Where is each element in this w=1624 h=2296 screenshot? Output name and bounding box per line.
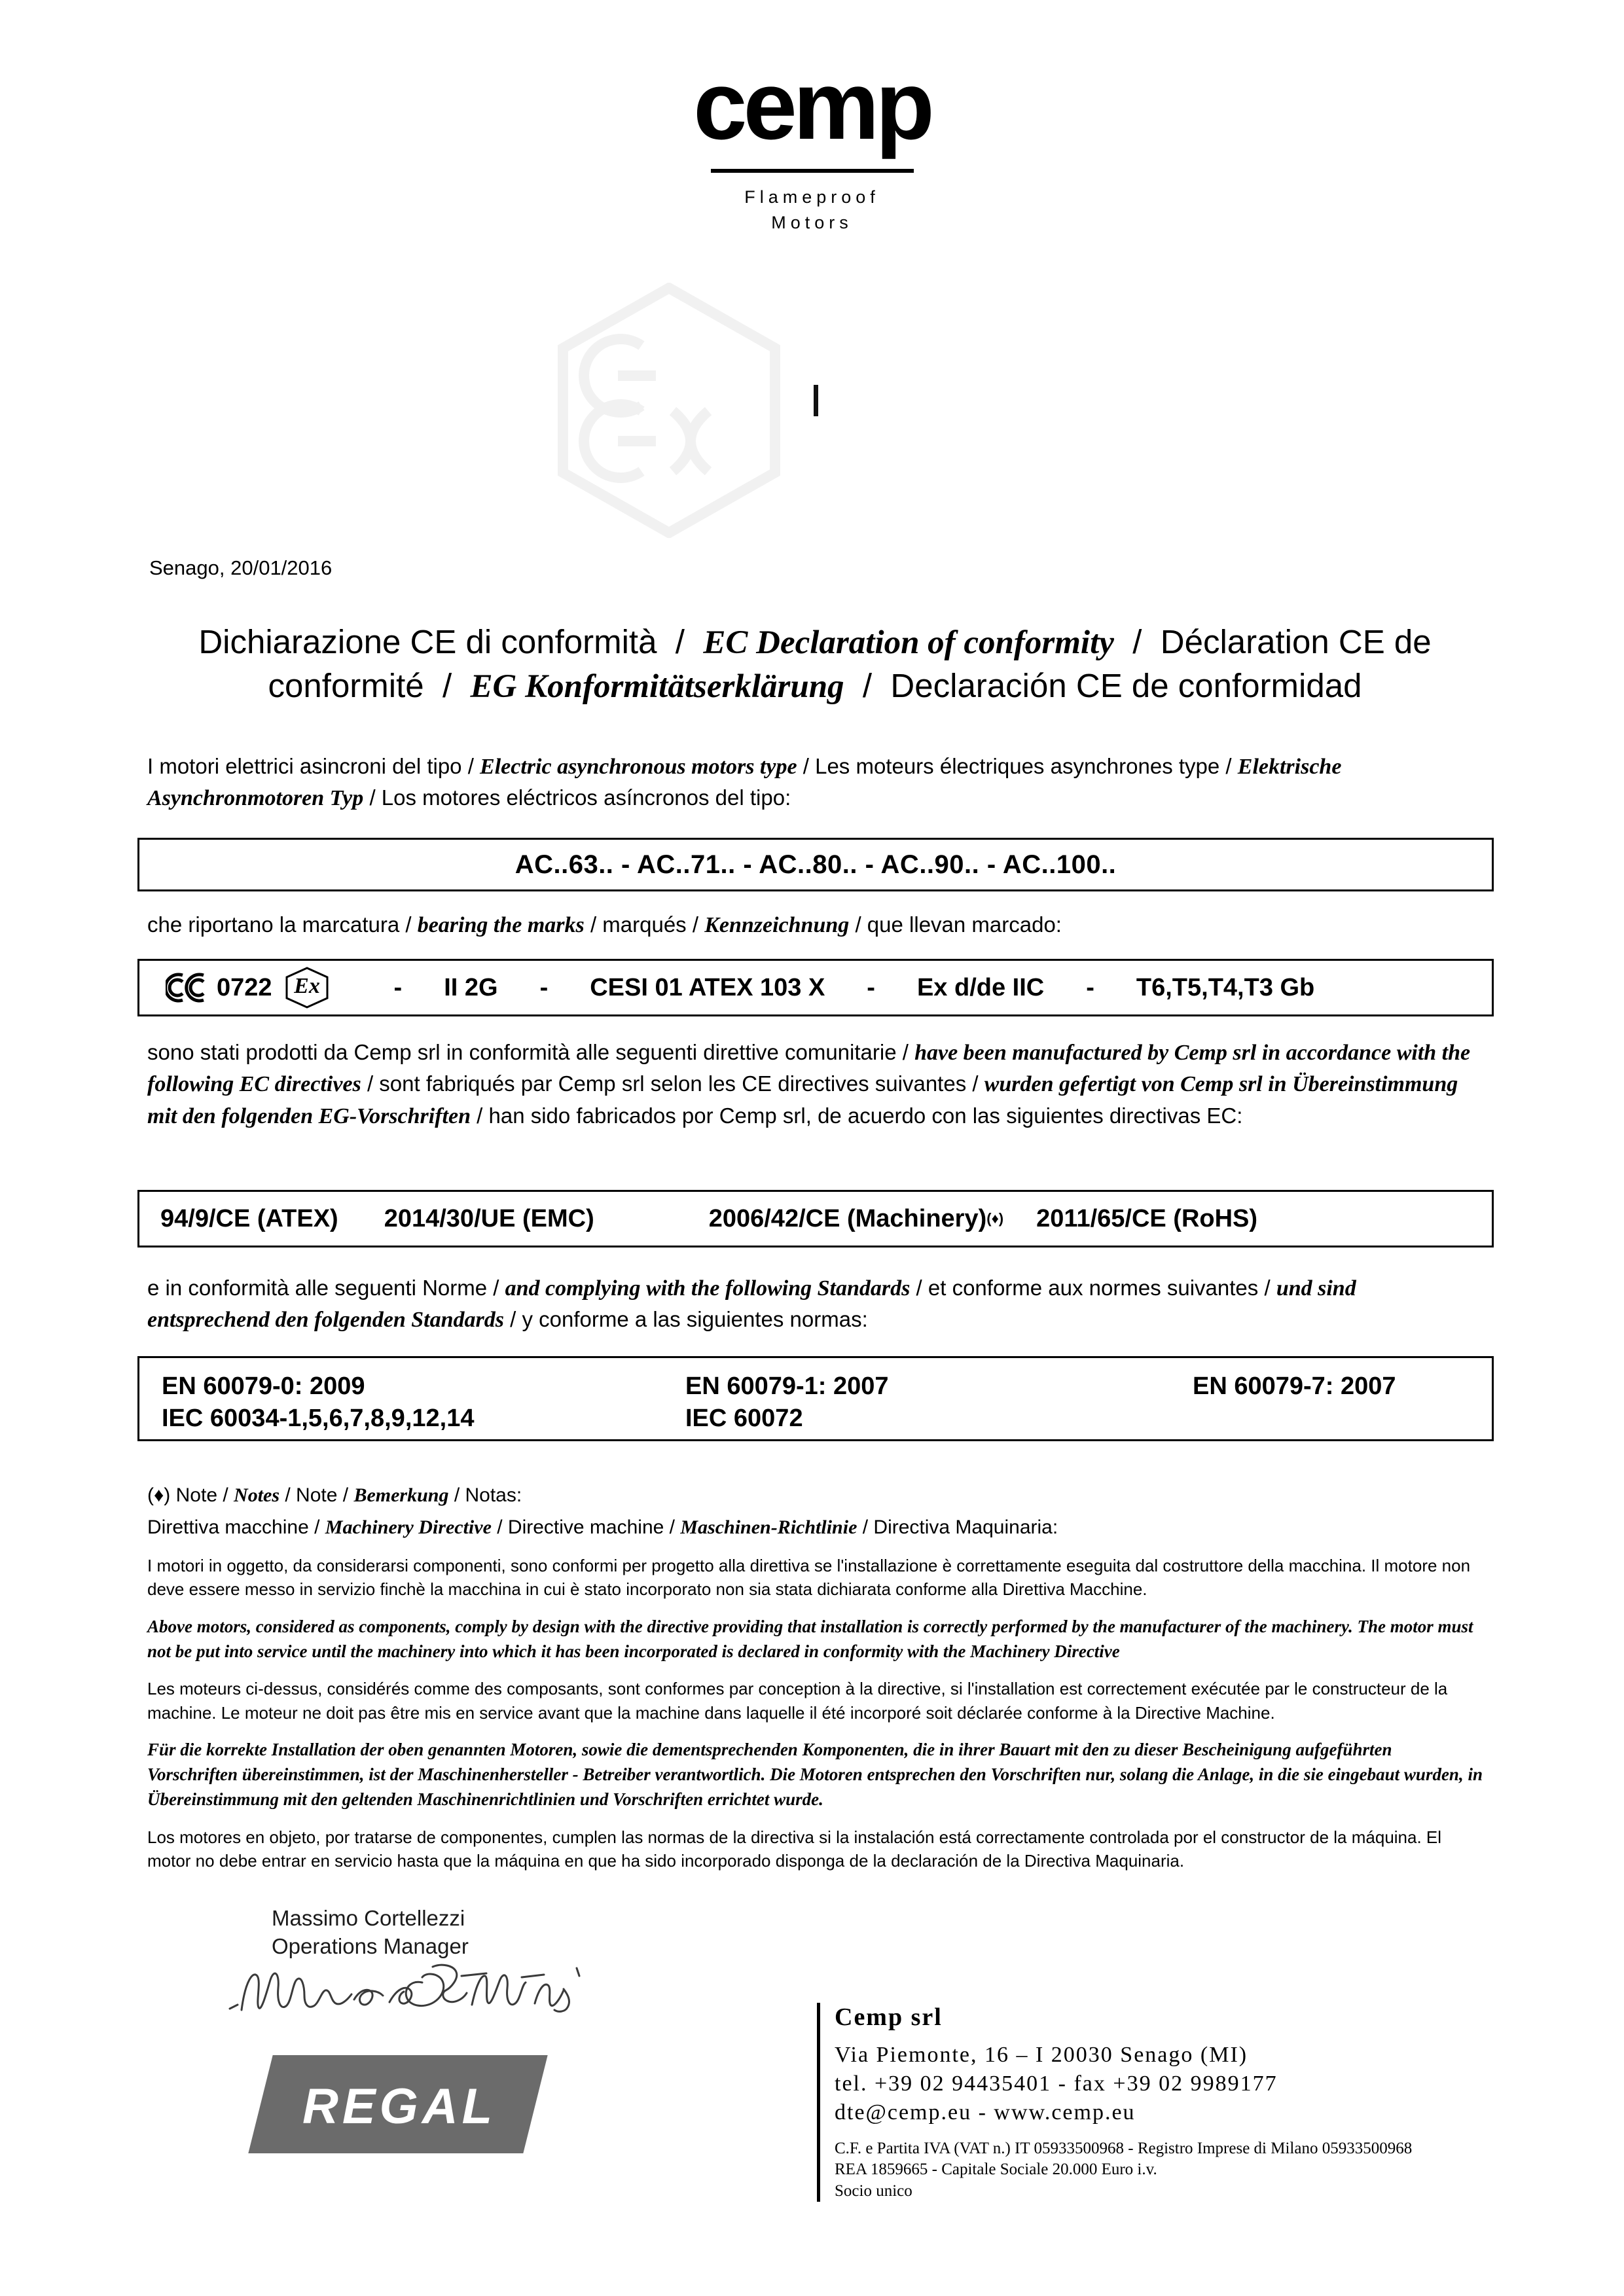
- directive-emc: 2014/30/UE (EMC): [384, 1204, 594, 1232]
- title-es: Declaración CE de conformidad: [890, 667, 1362, 705]
- equipment-group: II 2G: [444, 973, 498, 1001]
- intro-types-fr: Les moteurs électriques asynchrones type: [815, 754, 1220, 778]
- intro-types-it: I motori elettrici asincroni del tipo: [147, 754, 462, 778]
- handwritten-signature-icon: [226, 1954, 592, 2026]
- marking-box: [137, 959, 1494, 1016]
- brand-tagline-line2: Motors: [771, 213, 853, 233]
- intro-types-de: Elektrische Asynchronmotoren Typ: [147, 755, 1342, 811]
- ce-mark-icon: [166, 973, 206, 1003]
- title-en: EC Declaration of conformity: [703, 624, 1114, 661]
- marking-dash-3: -: [867, 973, 875, 1001]
- company-vat-line: C.F. e Partita IVA (VAT n.) IT 05933500968 - Registro Imprese di Milano 05933500968: [835, 2139, 1413, 2157]
- vertical-rule-mark: [814, 385, 818, 416]
- intro-standards-es: y conforme a las siguientes normas:: [522, 1307, 868, 1332]
- title-it: Dichiarazione CE di conformità: [198, 623, 657, 660]
- brand-tagline-line1: Flameproof: [744, 187, 880, 207]
- notes-head-it: Note: [175, 1484, 218, 1506]
- directive-machinery: 2006/42/CE (Machinery): [708, 1204, 987, 1232]
- intro-marks-fr: marqués: [602, 912, 687, 937]
- notes-marker: (♦): [147, 1484, 171, 1506]
- signature-block: [272, 1905, 469, 1961]
- intro-directives-de: wurden gefertigt von Cemp srl in Übereinstimmung mit den folgenden EG-Vorschriften: [147, 1072, 1458, 1128]
- marking-dash-4: -: [1086, 973, 1094, 1001]
- intro-marks-de: Kennzeichnung: [704, 913, 850, 937]
- company-email-website: dte@cemp.eu - www.cemp.eu: [835, 2100, 1136, 2125]
- company-sole-shareholder: Socio unico: [835, 2181, 912, 2200]
- notes-subhead-fr: Directive machine: [507, 1516, 664, 1538]
- marking-dash-2: -: [539, 973, 549, 1001]
- standard-iec-60072: IEC 60072: [685, 1405, 803, 1432]
- notified-body-number: 0722: [217, 973, 272, 1001]
- atex-ex-hexagon-watermark-icon: [558, 283, 780, 538]
- intro-marks-en: bearing the marks: [417, 913, 585, 937]
- directive-rohs: 2011/65/CE (RoHS): [1036, 1204, 1258, 1232]
- signatory-name: Massimo Cortellezzi: [272, 1906, 465, 1930]
- company-rea-line: REA 1859665 - Capitale Sociale 20.000 Euro i.v.: [835, 2161, 1157, 2179]
- note-paragraph-es: Los motores en objeto, por tratarse de componentes, cumplen las normas de la directiva si la instalación está correctamente controlada por el constructor de la máquina. El motor no debe entrar en servicio hasta que la máquina en que ha sido incorporado disponga de la declaración de la Directiva Maquinaria.: [147, 1827, 1442, 1871]
- intro-standards-de: und sind entsprechend den folgenden Standards: [147, 1276, 1356, 1333]
- cemp-logo: [0, 52, 1624, 236]
- marking-dash-1: -: [393, 973, 403, 1001]
- standard-en-60079-1: EN 60079-1: 2007: [685, 1372, 889, 1400]
- notes-subhead-en: Machinery Directive: [325, 1516, 492, 1538]
- directive-machinery-note-marker: (♦): [986, 1210, 1004, 1227]
- standard-empty-cell: [1193, 1405, 1492, 1433]
- company-address-block: [817, 2003, 1620, 2202]
- company-street-address: Via Piemonte, 16 – I 20030 Senago (MI): [835, 2043, 1248, 2067]
- intro-directives-es: han sido fabricados por Cemp srl, de acuerdo con las siguientes directivas EC:: [488, 1103, 1243, 1128]
- notes-head-fr: Note: [296, 1484, 338, 1506]
- directives-box: [137, 1190, 1494, 1247]
- intro-standards: e in conformità alle seguenti Norme / and complying with the following Standards / et conforme aux normes suivantes / und sind entsprechend den folgenden Standards / y conforme a las siguientes normas:: [147, 1276, 1356, 1333]
- svg-text:Ex: Ex: [293, 974, 320, 998]
- note-paragraph-en: Above motors, considered as components, comply by design with the directive providing that installation is correctly performed by the manufacturer of the machinery. The motor must not be put into service until the machinery into which it has been incorporated is declared in conformity with the Machinery Directive: [147, 1616, 1473, 1661]
- standard-en-60079-0: EN 60079-0: 2009: [162, 1372, 365, 1400]
- intro-standards-en: and complying with the following Standards: [505, 1276, 911, 1300]
- notes-head-es: Notas:: [465, 1484, 522, 1506]
- notes-heading: (♦) Note / Notes / Note / Bemerkung / Notas:: [147, 1484, 522, 1506]
- notes-subhead-es: Directiva Maquinaria:: [873, 1516, 1058, 1538]
- intro-directives-en: have been manufactured by Cemp srl in accordance with the following EC directives: [147, 1041, 1471, 1097]
- intro-directives-fr: sont fabriqués par Cemp srl selon les CE directives suivantes: [379, 1071, 967, 1096]
- notes-section: [147, 1480, 1483, 1886]
- title-fr: Déclaration CE de conformité: [268, 623, 1432, 705]
- company-phone-fax: tel. +39 02 94435401 - fax +39 02 9989177: [835, 2072, 1278, 2096]
- directive-atex: 94/9/CE (ATEX): [160, 1204, 338, 1232]
- intro-types-es: Los motores eléctricos asíncronos del tipo:: [381, 785, 791, 810]
- intro-motor-types: I motori elettrici asincroni del tipo / Electric asynchronous motors type / Les moteurs électriques asynchrones type / Elektrische Asynchronmotoren Typ / Los motores eléctricos asíncronos del tipo:: [147, 754, 1342, 811]
- intro-types-en: Electric asynchronous motors type: [480, 755, 797, 779]
- logo-divider-rule: [711, 169, 914, 173]
- temperature-class: T6,T5,T4,T3 Gb: [1136, 973, 1315, 1001]
- note-paragraph-it: I motori in oggetto, da considerarsi componenti, sono conformi per progetto alla direttiva se l'installazione è correttamente eseguita dal costruttore della macchina. Il motore non deve essere messo in servizio finchè la macchina in cui è stato incorporato non sia stata dichiarata conforme alla Direttiva Macchine.: [147, 1556, 1471, 1600]
- ex-hexagon-icon: [284, 966, 330, 1009]
- brand-wordmark: cemp: [693, 52, 931, 160]
- notes-head-en: Notes: [234, 1484, 280, 1506]
- protection-type: Ex d/de IIC: [916, 973, 1045, 1001]
- title-de: EG Konformitätserklärung: [470, 668, 844, 706]
- standard-en-60079-7: EN 60079-7: 2007: [1193, 1372, 1396, 1400]
- intro-marking: che riportano la marcatura / bearing the marks / marqués / Kennzeichnung / que llevan marcado:: [147, 912, 1062, 937]
- notes-subheading: Direttiva macchine / Machinery Directive / Directive machine / Maschinen-Richtlinie / Directiva Maquinaria:: [147, 1516, 1058, 1538]
- place-and-date: Senago, 20/01/2016: [149, 556, 333, 579]
- intro-directives: sono stati prodotti da Cemp srl in conformità alle seguenti direttive comunitarie / have been manufactured by Cemp srl in accordance with the following EC directives / sont fabriqués par Cemp srl selon les CE directives suivantes / wurden gefertigt von Cemp srl in Übereinstimmung mit den folgenden EG-Vorschriften / han sido fabricados por Cemp srl, de acuerdo con las siguientes directivas EC:: [147, 1040, 1471, 1128]
- page-title: Dichiarazione CE di conformità / EC Declaration of conformity / Déclaration CE de conformité / EG Konformitätserklärung / Declaración CE de conformidad: [198, 623, 1432, 706]
- standard-iec-60034: IEC 60034-1,5,6,7,8,9,12,14: [162, 1405, 475, 1432]
- motor-types-box: [137, 838, 1494, 891]
- company-name: Cemp srl: [835, 2003, 943, 2031]
- standards-box: [137, 1356, 1494, 1441]
- intro-standards-fr: et conforme aux normes suivantes: [928, 1276, 1259, 1300]
- motor-types-value: AC..63.. - AC..71.. - AC..80.. - AC..90.. - AC..100..: [514, 850, 1117, 879]
- intro-standards-it: e in conformità alle seguenti Norme: [147, 1276, 488, 1300]
- atex-certificate-number: CESI 01 ATEX 103 X: [590, 973, 825, 1001]
- notes-subhead-it: Direttiva macchine: [147, 1516, 309, 1538]
- regal-logo-label: REGAL: [302, 2079, 496, 2134]
- note-paragraph-fr: Les moteurs ci-dessus, considérés comme des composants, sont conformes par conception à la directive, si l'installation est correctement exécutée par le constructeur de la machine. Le moteur ne doit pas être mis en service avant que la machine dans laquelle il été incorporé soit déclarée conforme à la Directive Machine.: [147, 1679, 1448, 1723]
- intro-marks-es: que llevan marcado:: [867, 912, 1062, 937]
- intro-directives-it: sono stati prodotti da Cemp srl in conformità alle seguenti direttive comunitarie: [147, 1040, 897, 1064]
- notes-head-de: Bemerkung: [353, 1484, 449, 1506]
- note-paragraph-de: Für die korrekte Installation der oben genannten Motoren, sowie die dementsprechenden Komponenten, die in ihrer Bauart mit den zu dieser Bescheinigung aufgeführten Vorschriften übereinstimmen, ist der Maschinenhersteller - Betreiber verantwortlich. Die Motoren entsprechen den Vorschriften nur, solang die Anlage, in die sie eingebaut wurden, in Übereinstimmung mit den geltenden Maschinenrichtlinien und Vorschriften errichtet wurde.: [147, 1740, 1483, 1809]
- intro-marks-it: che riportano la marcatura: [147, 912, 400, 937]
- notes-subhead-de: Maschinen-Richtlinie: [680, 1516, 857, 1538]
- signatory-role: Operations Manager: [272, 1933, 469, 1958]
